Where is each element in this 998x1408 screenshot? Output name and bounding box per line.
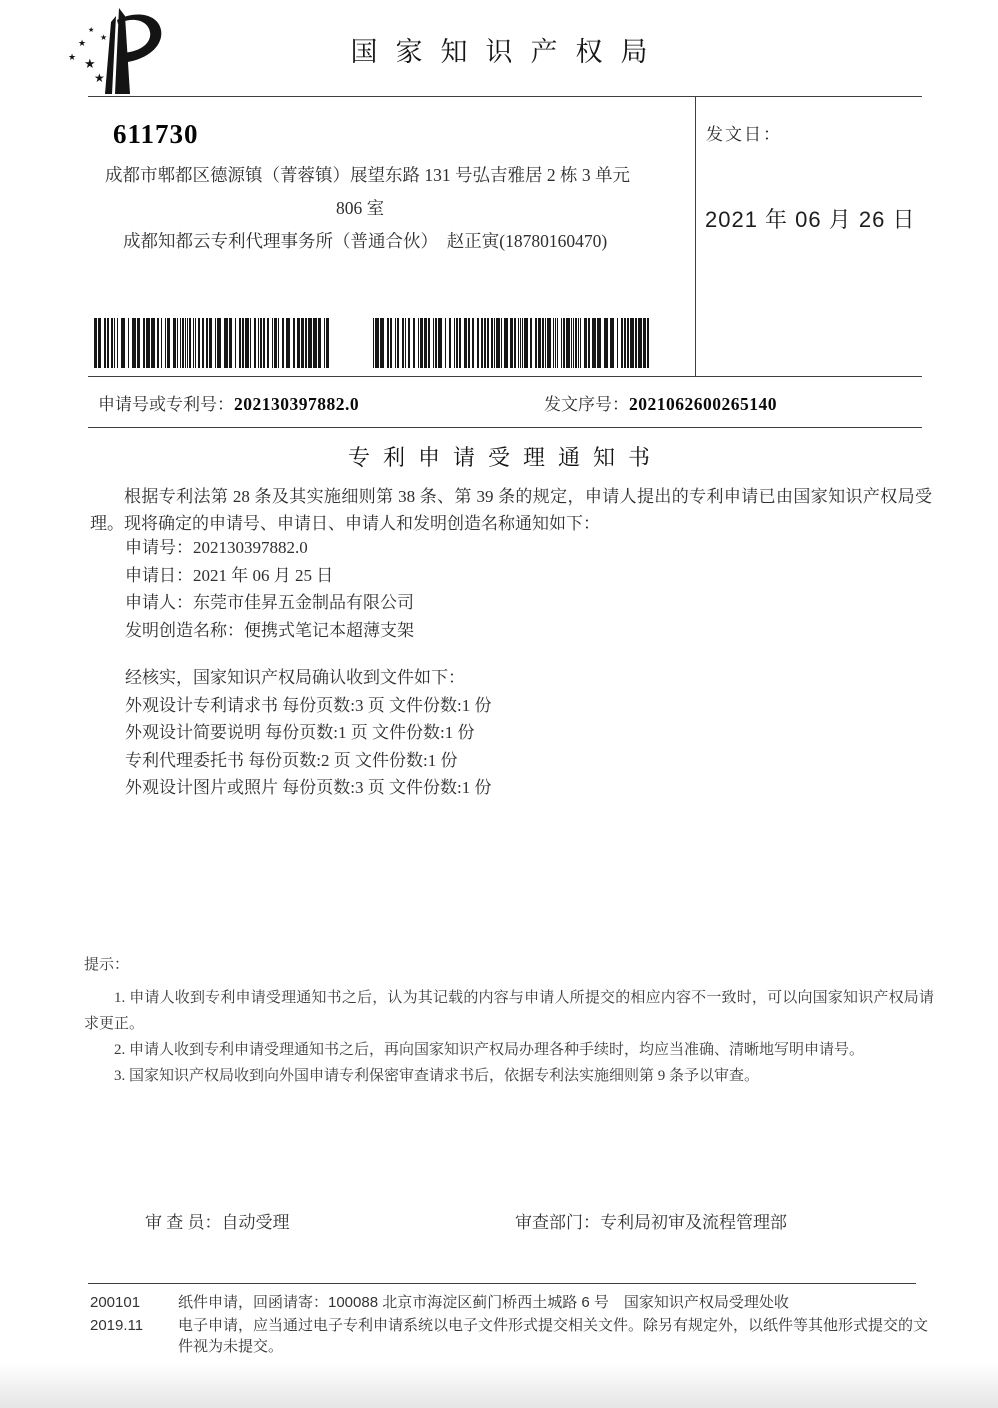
- received-item: 外观设计图片或照片 每份页数:3 页 文件份数:1 份: [125, 778, 492, 797]
- examiner-value: 自动受理: [221, 1213, 290, 1232]
- form-version: 2019.11: [90, 1316, 144, 1334]
- examiner-label: 审 查 员：: [145, 1213, 222, 1232]
- dispatch-serial-label: 发文序号：: [544, 395, 629, 414]
- recipient-address-line1: 成都市郫都区德源镇（菁蓉镇）展望东路 131 号弘吉雅居 2 栋 3 单元: [105, 165, 630, 185]
- dispatch-date-label: 发文日：: [706, 125, 782, 144]
- footer-note-text: 电子申请，应当通过电子专利申请系统以电子文件形式提交相关文件。除另有规定外，以纸件等其他形式提交的文件视为未提交。: [178, 1316, 929, 1355]
- footer-note-text: 纸件申请，回函请寄：100088 北京市海淀区蓟门桥西土城路 6 号 国家知识产权局受理处收: [178, 1294, 789, 1311]
- barcode-left: [94, 318, 330, 368]
- application-number-value: 202130397882.0: [234, 394, 360, 414]
- dispatch-date-value: 2021 年 06 月 26 日: [705, 207, 916, 232]
- dispatch-serial-number: [544, 390, 777, 415]
- notice-title: 专利申请受理通知书: [347, 445, 663, 470]
- field-row: 申请日：2021 年 06 月 25 日: [125, 565, 334, 585]
- tips-section: [84, 952, 934, 1089]
- dispatch-box-divider: [695, 96, 696, 377]
- application-fields: [125, 534, 414, 644]
- received-item: 外观设计专利请求书 每份页数:3 页 文件份数:1 份: [125, 695, 492, 715]
- agent-line: 成都知都云专利代理事务所（普通合伙） 赵正寅(18780160470): [123, 231, 608, 251]
- received-documents: [125, 664, 491, 802]
- department-label: 审查部门：: [515, 1213, 600, 1232]
- notice-intro-paragraph: 根据专利法第 28 条及其实施细则第 38 条、第 39 条的规定，申请人提出的专利申请已由国家知识产权局受理。现将确定的申请号、申请日、申请人和发明创造名称通知如下：: [90, 487, 932, 533]
- svg-text:★: ★: [78, 38, 87, 48]
- svg-text:★: ★: [84, 56, 96, 71]
- postal-code: 611730: [113, 119, 199, 149]
- department-value: 专利局初审及流程管理部: [600, 1213, 787, 1232]
- field-row: 申请号：202130397882.0: [125, 538, 308, 557]
- footer-rule: [88, 1283, 916, 1284]
- agency-title: 国家知识产权局: [350, 37, 666, 67]
- header-rule: [88, 96, 922, 97]
- form-code: 200101: [90, 1294, 141, 1311]
- svg-text:★: ★: [68, 52, 77, 62]
- recipient-address-line2: 806 室: [335, 198, 385, 218]
- tip-item: 1. 申请人收到专利申请受理通知书之后，认为其记载的内容与申请人所提交的相应内容不一致时，可以向国家知识产权局请求更正。: [84, 990, 934, 1032]
- received-item: 专利代理委托书 每份页数:2 页 文件份数:1 份: [125, 750, 458, 770]
- received-intro: 经核实，国家知识产权局确认收到文件如下：: [125, 668, 465, 687]
- tip-item: 2. 申请人收到专利申请受理通知书之后，再向国家知识产权局办理各种手续时，均应当准确、清晰地写明申请号。: [114, 1042, 865, 1058]
- dispatch-serial-value: 2021062600265140: [629, 394, 777, 414]
- examiner: [145, 1208, 290, 1233]
- recipient-block: [90, 116, 685, 258]
- tips-title: 提示：: [84, 957, 130, 973]
- field-row: 发明创造名称：便携式笔记本超薄支架: [125, 620, 414, 640]
- svg-text:★: ★: [94, 71, 105, 85]
- barcode-section-rule: [88, 376, 922, 377]
- application-number: [98, 390, 359, 415]
- footer-notes: [90, 1292, 934, 1358]
- svg-text:★: ★: [88, 26, 95, 34]
- reference-row-rule: [88, 427, 922, 428]
- tip-item: 3. 国家知识产权局收到向外国申请专利保密审查请求书后，依据专利法实施细则第 9 条予以审查。: [114, 1068, 760, 1084]
- application-number-label: 申请号或专利号：: [98, 395, 234, 414]
- field-row: 申请人：东莞市佳昇五金制品有限公司: [125, 593, 414, 612]
- barcode-right: [373, 318, 650, 368]
- examining-department: [515, 1208, 787, 1233]
- svg-text:★: ★: [100, 33, 108, 42]
- received-item: 外观设计简要说明 每份页数:1 页 文件份数:1 份: [125, 723, 475, 742]
